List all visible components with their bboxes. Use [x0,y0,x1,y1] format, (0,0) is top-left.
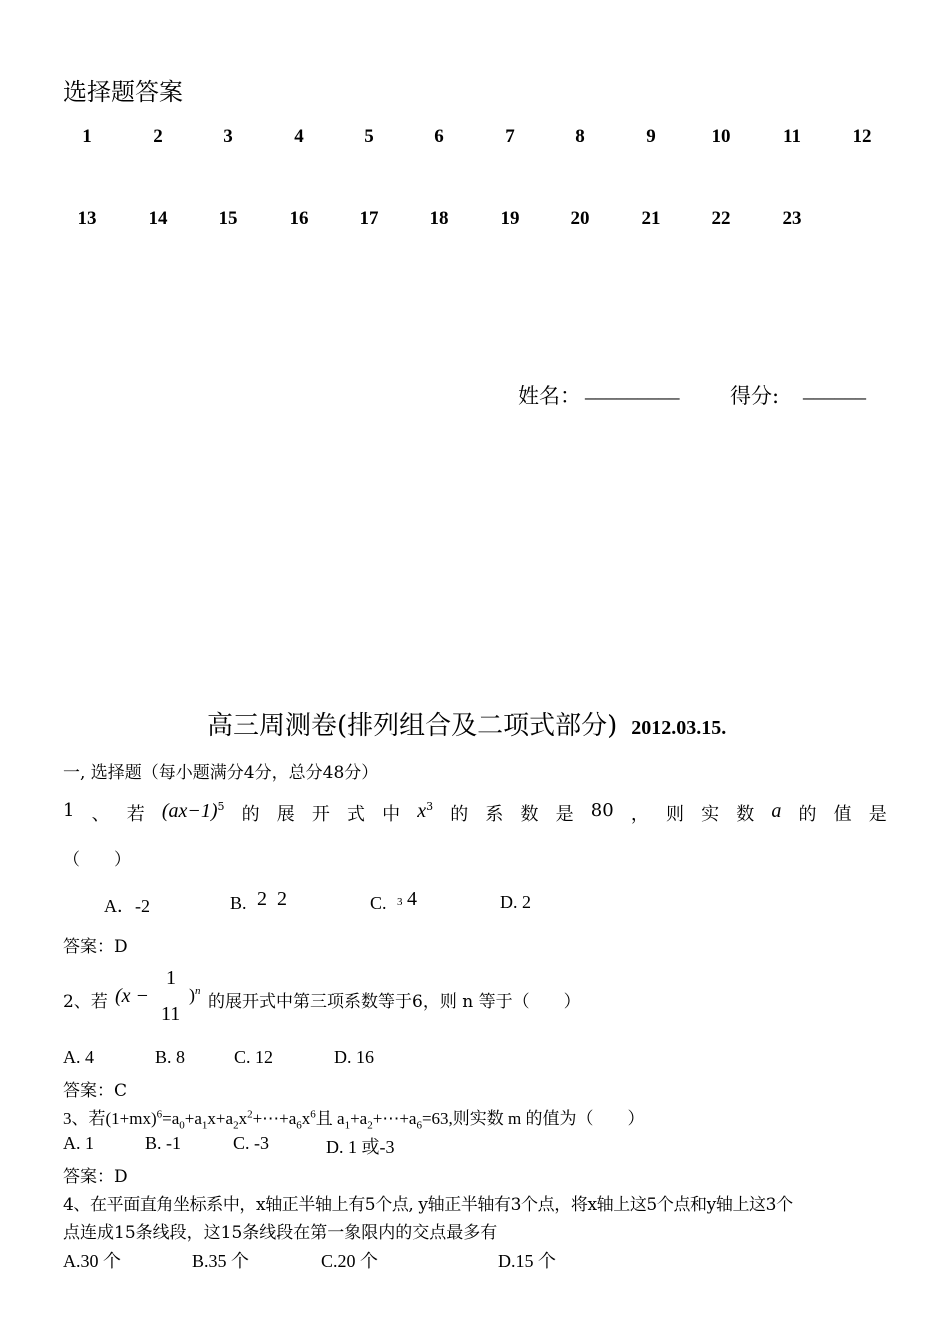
answer-number: 3 [223,126,233,147]
q3-answer: 答案：D [63,1167,128,1187]
q4-option-a[interactable]: A.30 个 [63,1251,121,1271]
q1-token: 是 [868,804,887,825]
q1-token: 、 [91,804,110,825]
q1-answer: 答案：D [63,937,128,957]
q2-fraction-numerator: 1 [166,967,176,989]
answer-number: 2 [153,126,163,147]
q3-option-a[interactable]: A. 1 [63,1133,94,1153]
answer-number: 10 [711,126,731,147]
answer-number: 23 [782,208,802,229]
score-blank[interactable]: ______ [803,378,866,402]
answer-number: 20 [570,208,590,229]
q4-option-d[interactable]: D.15 个 [498,1251,556,1271]
answer-number: 9 [646,126,656,147]
q1-option-d[interactable]: D. 2 [500,892,531,912]
title-date: 2012.03.15. [631,717,727,739]
q1-x-power: $x^3$ [417,800,434,822]
answer-number: 16 [289,208,309,229]
q2-option-d[interactable]: D. 16 [334,1047,374,1067]
q3-option-c[interactable]: C. -3 [233,1133,269,1153]
q2-text: 的展开式中第三项系数等于6，则 n 等于（ ） [208,992,581,1012]
q4-text-line2: 点连成15条线段，这15条线段在第一象限内的交点最多有 [63,1223,498,1243]
title-text: 高三周测卷(排列组合及二项式部分) [207,711,618,741]
q1-option-c[interactable]: C. $^3$ 4 [370,888,418,913]
name-label: 姓名： [518,384,581,408]
q2-fraction-denominator: 11 [161,1003,181,1025]
q4-option-b[interactable]: B.35 个 [192,1251,250,1271]
q2-expression: (x − [115,985,150,1007]
answer-number: 15 [218,208,238,229]
answer-number: 5 [364,126,374,147]
q2-option-c[interactable]: C. 12 [234,1047,274,1067]
answer-number: 6 [434,126,444,147]
q3-option-d[interactable]: D. 1 或-3 [326,1137,395,1157]
q1-token: 实 [701,804,720,825]
q1-answer-paren: （ ） [63,850,131,870]
answer-number: 1 [82,126,92,147]
answer-number: 11 [783,126,801,147]
q1-token: 式 [347,804,366,825]
q1-token: 1 [63,800,75,821]
q4-text-line1: 4、在平面直角坐标系中，x轴正半轴上有5个点, y轴正半轴有3个点，将x轴上这5个点和y轴上这3个 [63,1195,793,1215]
q1-token: 是 [555,804,574,825]
name-blank[interactable]: _________ [585,378,680,402]
q1-token: 数 [736,804,755,825]
q1-token: 的 [241,804,260,825]
q1-option-b[interactable]: B. 2 2 [230,888,288,913]
answer-number: 17 [359,208,379,229]
q1-token: 值 [833,804,852,825]
answer-number: 13 [77,208,97,229]
q1-token: ， [630,804,649,825]
q3-option-b[interactable]: B. -1 [145,1133,181,1153]
q1-token: 中 [382,804,401,825]
q2-close-paren: )$^n$ [189,985,201,1005]
q1-option-a[interactable]: A．-2 [104,896,150,916]
answer-number: 22 [711,208,731,229]
q1-token: 系 [485,804,504,825]
q4-option-c[interactable]: C.20 个 [321,1251,379,1271]
score-label: 得分: [730,384,780,408]
answer-number: 7 [505,126,515,147]
q1-expression: $(ax-1)^5$ [161,800,225,822]
question-1-line [63,800,887,826]
q2-option-b[interactable]: B. 8 [155,1047,186,1067]
q1-token: 的 [450,804,469,825]
page-title [207,705,726,742]
answer-header: 选择题答案 [63,78,183,106]
q1-token: 若 [126,804,145,825]
q1-token: 展 [276,804,295,825]
answer-number: 21 [641,208,661,229]
q2-option-a[interactable]: A. 4 [63,1047,94,1067]
q1-token: 数 [520,804,539,825]
answer-number: 4 [294,126,304,147]
answer-number: 8 [575,126,585,147]
answer-number: 19 [500,208,520,229]
answer-number: 12 [852,126,872,147]
q1-token: 则 [665,804,684,825]
q3-text: 3、若$(1+mx)^6=a_0+a_1x+a_2x^2+\cdots+a_6x^6$且 $a_1+a_2+\cdots+a_6=63$,则实数 m 的值为（ ） [63,1108,645,1132]
q2-answer: 答案：C [63,1081,128,1101]
q1-token: 80 [590,800,614,821]
q1-token: 的 [798,804,817,825]
q2-prefix: 2、若 [63,992,108,1012]
q1-token: 开 [311,804,330,825]
section-heading: 一, 选择题（每小题满分4分，总分48分） [63,763,379,783]
answer-number: 18 [429,208,449,229]
answer-number: 14 [148,208,168,229]
q1-variable-a: a [771,800,782,822]
